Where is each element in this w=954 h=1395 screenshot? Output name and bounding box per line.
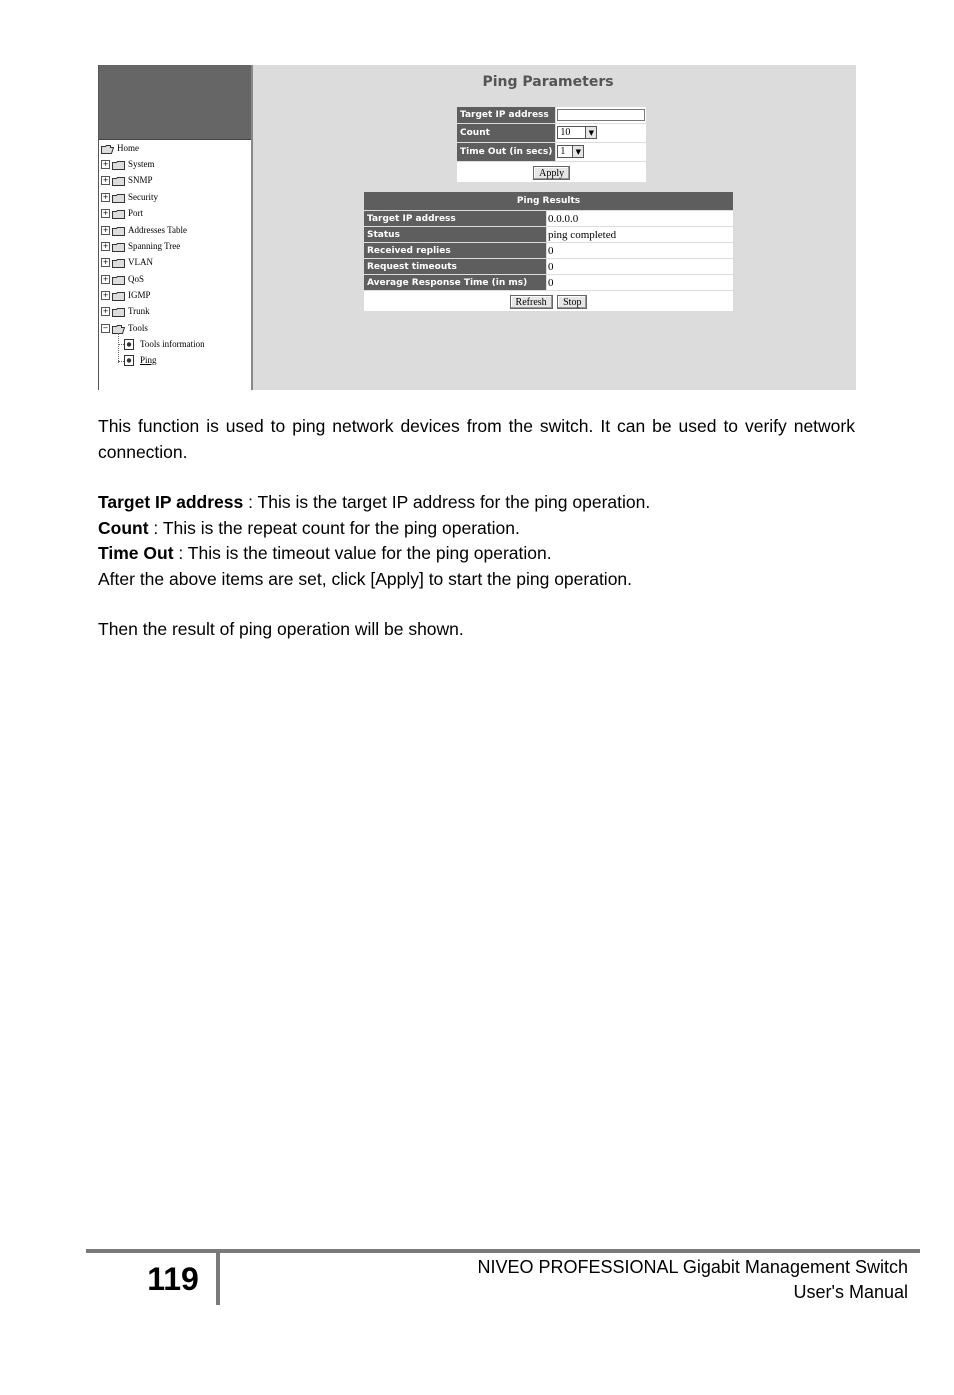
tree-item-spanning-tree[interactable] xyxy=(101,239,180,253)
tree-item-qos[interactable] xyxy=(101,272,144,286)
ping-parameters-form xyxy=(456,106,647,183)
tree-item-label: Security xyxy=(128,192,158,202)
ping-screenshot xyxy=(98,65,856,390)
table-row xyxy=(364,211,734,227)
result-label: Average Response Time (in ms) xyxy=(364,275,547,291)
result-value: ping completed xyxy=(547,227,734,243)
definition-count xyxy=(98,516,855,542)
open-folder-icon xyxy=(112,325,125,333)
navigation-pane xyxy=(98,65,253,390)
chevron-down-icon[interactable]: ▼ xyxy=(572,146,583,157)
description: : This is the timeout value for the ping operation. xyxy=(173,543,552,563)
tree-item-security[interactable] xyxy=(101,190,158,204)
tree-connector xyxy=(118,333,119,363)
footer-line-2: User's Manual xyxy=(793,1282,908,1302)
result-label: Status xyxy=(364,227,547,243)
tree-item-tools-information[interactable] xyxy=(124,337,205,351)
folder-icon xyxy=(112,276,125,284)
term: Target IP address xyxy=(98,492,244,512)
description: : This is the target IP address for the ping operation. xyxy=(243,492,651,512)
count-value: 10 xyxy=(560,127,571,139)
folder-icon xyxy=(112,177,125,185)
tree-item-label: Tools xyxy=(128,323,148,333)
expand-icon[interactable]: + xyxy=(102,258,109,267)
target-ip-label: Target IP address xyxy=(457,107,556,124)
result-value: 0.0.0.0 xyxy=(547,211,734,227)
expand-icon[interactable]: + xyxy=(102,307,109,316)
target-ip-input[interactable] xyxy=(557,109,645,121)
tree-item-label: Home xyxy=(117,143,139,153)
result-value: 0 xyxy=(547,275,734,291)
open-folder-icon xyxy=(101,145,114,153)
stop-button[interactable]: Stop xyxy=(557,295,587,309)
tree-item-label: Trunk xyxy=(128,306,150,316)
ping-results-table xyxy=(363,191,734,312)
term: Time Out xyxy=(98,543,174,563)
pane-divider[interactable] xyxy=(251,65,253,390)
tree-item-label: IGMP xyxy=(128,290,151,300)
expand-icon[interactable]: + xyxy=(102,176,109,185)
page-number: 119 xyxy=(147,1261,199,1297)
result-label: Request timeouts xyxy=(364,259,547,275)
tree-item-trunk[interactable] xyxy=(101,304,150,318)
tree-item-vlan[interactable] xyxy=(101,255,153,269)
nav-banner xyxy=(99,65,252,140)
table-row xyxy=(364,259,734,275)
apply-button[interactable]: Apply xyxy=(533,166,570,180)
chevron-down-icon[interactable]: ▼ xyxy=(585,127,596,138)
table-row xyxy=(364,227,734,243)
table-row xyxy=(364,275,734,291)
timeout-select[interactable] xyxy=(557,145,584,158)
tree-item-label: Tools information xyxy=(140,339,205,349)
result-label: Received replies xyxy=(364,243,547,259)
tree-item-home[interactable] xyxy=(101,141,139,155)
count-label: Count xyxy=(457,124,556,143)
folder-icon xyxy=(112,194,125,202)
tree-item-port[interactable] xyxy=(101,206,143,220)
tree-item-igmp[interactable] xyxy=(101,288,151,302)
folder-icon xyxy=(112,210,125,218)
ping-parameters-title: Ping Parameters xyxy=(482,74,614,90)
collapse-icon[interactable]: − xyxy=(102,324,109,333)
tree-item-label: Addresses Table xyxy=(128,225,187,235)
intro-paragraph: This function is used to ping network devices from the switch. It can be used to verify network connection. xyxy=(98,416,855,462)
folder-icon xyxy=(112,308,125,316)
tree-item-label: SNMP xyxy=(128,175,153,185)
apply-note: After the above items are set, click [Apply] to start the ping operation. xyxy=(98,568,633,589)
document-icon xyxy=(124,339,134,350)
result-value: 0 xyxy=(547,243,734,259)
ping-results-title: Ping Results xyxy=(364,192,734,211)
timeout-value: 1 xyxy=(560,146,566,158)
document-icon xyxy=(124,355,134,366)
tree-item-ping[interactable] xyxy=(124,353,157,367)
folder-icon xyxy=(112,259,125,267)
expand-icon[interactable]: + xyxy=(102,226,109,235)
tree-item-system[interactable] xyxy=(101,157,155,171)
footer-rule xyxy=(86,1249,920,1253)
tree-item-label: Port xyxy=(128,208,144,218)
definition-target-ip xyxy=(98,490,855,516)
term: Count xyxy=(98,517,149,538)
tree-item-snmp[interactable] xyxy=(101,173,153,187)
result-note: Then the result of ping operation will be shown. xyxy=(98,619,464,639)
expand-icon[interactable]: + xyxy=(102,209,109,218)
description: : This is the repeat count for the ping operation. xyxy=(148,517,520,538)
result-value: 0 xyxy=(547,259,734,275)
footer-title xyxy=(478,1255,909,1305)
tree-item-label: System xyxy=(128,159,155,169)
tree-item-label: QoS xyxy=(128,274,145,284)
expand-icon[interactable]: + xyxy=(102,242,109,251)
tree-item-addresses-table[interactable] xyxy=(101,223,187,237)
folder-icon xyxy=(112,161,125,169)
count-select[interactable] xyxy=(557,126,597,139)
tree-item-label: Ping xyxy=(140,355,157,365)
definition-timeout xyxy=(98,541,855,567)
expand-icon[interactable]: + xyxy=(102,291,109,300)
tree-item-label: VLAN xyxy=(128,257,153,267)
page-number-divider xyxy=(216,1253,220,1305)
footer-line-1: NIVEO PROFESSIONAL Gigabit Management Switch xyxy=(477,1257,908,1277)
expand-icon[interactable]: + xyxy=(102,193,109,202)
tree-item-label: Spanning Tree xyxy=(128,241,181,251)
result-label: Target IP address xyxy=(364,211,547,227)
folder-icon xyxy=(112,243,125,251)
expand-icon[interactable]: + xyxy=(102,275,109,284)
folder-icon xyxy=(112,292,125,300)
table-row xyxy=(364,243,734,259)
refresh-button[interactable]: Refresh xyxy=(510,295,553,309)
tree-item-tools[interactable] xyxy=(101,321,148,335)
expand-icon[interactable]: + xyxy=(102,160,109,169)
definitions xyxy=(98,490,855,592)
timeout-label: Time Out (in secs) xyxy=(457,143,556,162)
folder-icon xyxy=(112,227,125,235)
